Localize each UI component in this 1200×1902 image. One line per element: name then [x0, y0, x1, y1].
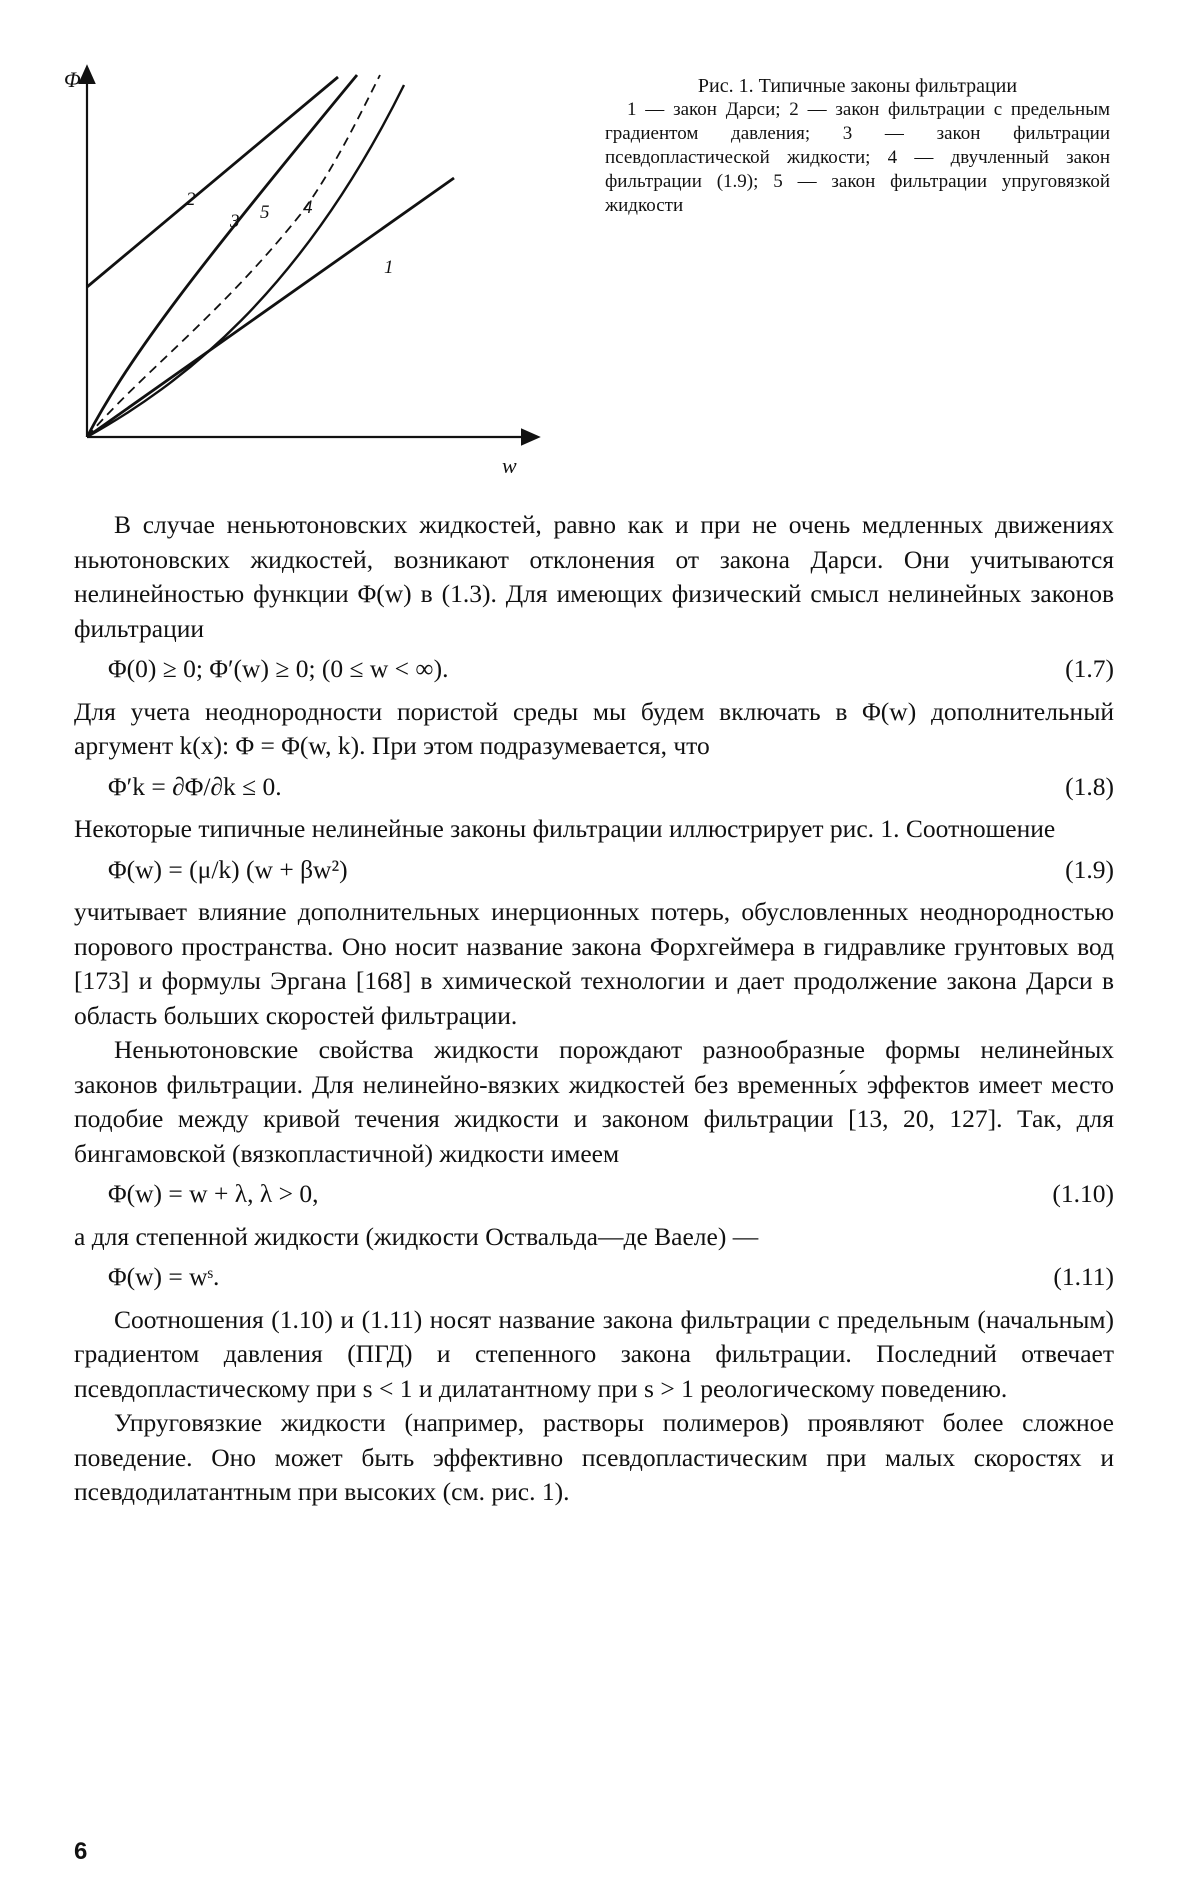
equation-number: (1.7) [1065, 654, 1114, 683]
paragraph-3: Некоторые типичные нелинейные законы фильтрации иллюстрирует рис. 1. Соотношение [74, 814, 1056, 843]
caption-title: Рис. 1. Типичные законы фильтрации [697, 75, 1018, 97]
equation-number: (1.11) [1053, 1262, 1114, 1291]
paragraph-8: Упруговязкие жидкости (например, растворы полимеров) проявляют более сложное поведение. Оно может быть эффективно псевдопластическим при малых скоростях и псевдодилатантным при высоких (см. рис. 1). [74, 1408, 1114, 1506]
equation-1-11 [74, 1260, 1114, 1295]
equation-number: (1.10) [1052, 1179, 1114, 1208]
filtration-laws-plot [64, 55, 550, 495]
curve-5-label: 5 [260, 202, 270, 223]
curve-1-label: 1 [384, 257, 394, 278]
equation-formula: Φ(0) ≥ 0; Φ′(w) ≥ 0; (0 ≤ w < ∞). [108, 654, 449, 683]
equation-formula: Φ(w) = (μ/k) (w + βw²) [108, 854, 348, 884]
caption-body: 1 — закон Дарси; 2 — закон фильтрации с предельным градиентом давления; 3 — закон фильтрации псевдопластической жидкости; 4 — двучленный закон фильтрации (1.9); 5 — закон фильтрации упруговязкой жидкости [605, 99, 1110, 216]
x-axis-label: w [502, 453, 517, 478]
equation-1-10 [74, 1177, 1114, 1212]
curve-4 [87, 85, 404, 437]
paragraph-6: а для степенной жидкости (жидкости Оствальда—де Ваеле) — [74, 1221, 759, 1251]
equation-formula: Φ(w) = w + λ, λ > 0, [108, 1179, 319, 1208]
paragraph-2: Для учета неоднородности пористой среды мы будем включать в Φ(w) дополнительный аргумент k(x): Φ = Φ(w, k). При этом подразумевается, что [74, 696, 1114, 760]
equation-formula: Φ′k = ∂Φ/∂k ≤ 0. [108, 771, 282, 801]
equation-1-8 [74, 770, 1114, 805]
curve-3 [87, 75, 357, 437]
equation-formula: Φ(w) = wˢ. [108, 1262, 220, 1291]
curve-1 [87, 178, 454, 437]
paragraph-1: В случае неньютоновских жидкостей, равно как и при не очень медленных движениях ньютоновских жидкостей, возникают отклонения от закона Дарси. Они учитываются нелинейностью функции Φ(w) в (1.3). Для имеющих физический смысл нелинейных законов фильтрации [74, 510, 1114, 643]
figure-caption [605, 74, 1110, 218]
paragraph-5: Неньютоновские свойства жидкости порождают разнообразные формы нелинейных законов фильтрации. Для нелинейно-вязких жидкостей без временны́х эффектов имеет место подобие между кривой течения жидкости и законом фильтрации [13, 20, 127]. Так, для бингамовской (вязкопластичной) жидкости имеем [74, 1035, 1114, 1168]
equation-1-9 [74, 853, 1114, 888]
body-text [74, 508, 1114, 1510]
equation-number: (1.8) [1065, 771, 1114, 801]
equation-number: (1.9) [1065, 854, 1114, 884]
paragraph-4: учитывает влияние дополнительных инерционных потерь, обусловленных неоднородностью порового пространства. Оно носит название закона Форхгеймера в гидравлике грунтовых вод [173] и формулы Эргана [168] в химической технологии и дает продолжение закона Дарси в область больших скоростей фильтрации. [74, 897, 1114, 1030]
curve-3-label: 3 [230, 211, 240, 232]
equation-1-7 [74, 652, 1114, 687]
y-axis-label: Φ [64, 67, 81, 92]
page-number: 6 [74, 1838, 88, 1865]
figure-1 [64, 55, 550, 495]
curve-5 [87, 75, 380, 437]
paragraph-7: Соотношения (1.10) и (1.11) носят название закона фильтрации с предельным (начальным) градиентом давления (ПГД) и степенного закона фильтрации. Последний отвечает псевдопластическому при s < 1 и дилатантному при s > 1 реологическому поведению. [74, 1304, 1114, 1403]
curve-2-label: 2 [186, 189, 196, 210]
curve-4-label: 4 [303, 197, 313, 218]
